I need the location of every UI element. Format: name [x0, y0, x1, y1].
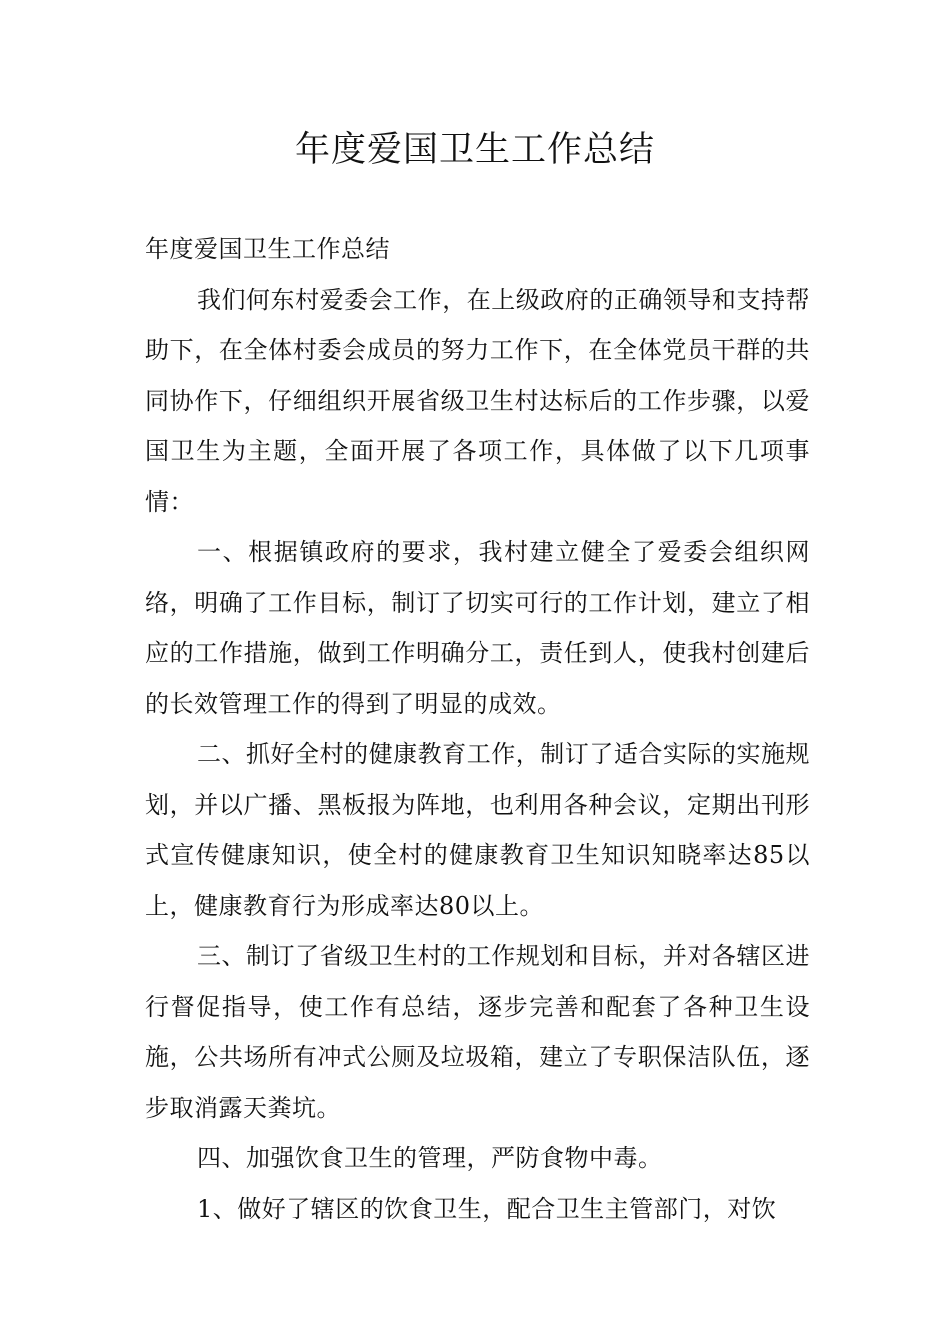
subtitle-paragraph: 年度爱国卫生工作总结: [145, 235, 390, 263]
intro-paragraph: 我们何东村爱委会工作，在上级政府的正确领导和支持帮助下，在全体村委会成员的努力工作下，在全体党员干群的共同协作下，仔细组织开展省级卫生村达标后的工作步骤，以爱国卫生为主题，全面开展了各项工作，具体做了以下几项事情：: [145, 285, 810, 516]
item-one-paragraph: 1、做好了辖区的饮食卫生，配合卫生主管部门，对饮: [197, 1194, 777, 1223]
section-four-paragraph: 四、加强饮食卫生的管理，严防食物中毒。: [197, 1144, 663, 1172]
section-one-paragraph: 一、根据镇政府的要求，我村建立健全了爱委会组织网络，明确了工作目标，制订了切实可行的工作计划，建立了相应的工作措施，做到工作明确分工，责任到人，使我村创建后的长效管理工作的得到了明显的成效。: [145, 538, 810, 718]
section-three-paragraph: 三、制订了省级卫生村的工作规划和目标，并对各辖区进行督促指导，使工作有总结，逐步完善和配套了各种卫生设施，公共场所有冲式公厕及垃圾箱，建立了专职保洁队伍，逐步取消露天粪坑。: [145, 942, 810, 1122]
document-title: 年度爱国卫生工作总结: [294, 130, 655, 170]
document-body: [145, 224, 810, 1234]
section-two-paragraph: 二、抓好全村的健康教育工作，制订了适合实际的实施规划，并以广播、黑板报为阵地，也利用各种会议，定期出刊形式宣传健康知识，使全村的健康教育卫生知识知晓率达85以上，健康教育行为形成率达80以上。: [145, 740, 810, 920]
